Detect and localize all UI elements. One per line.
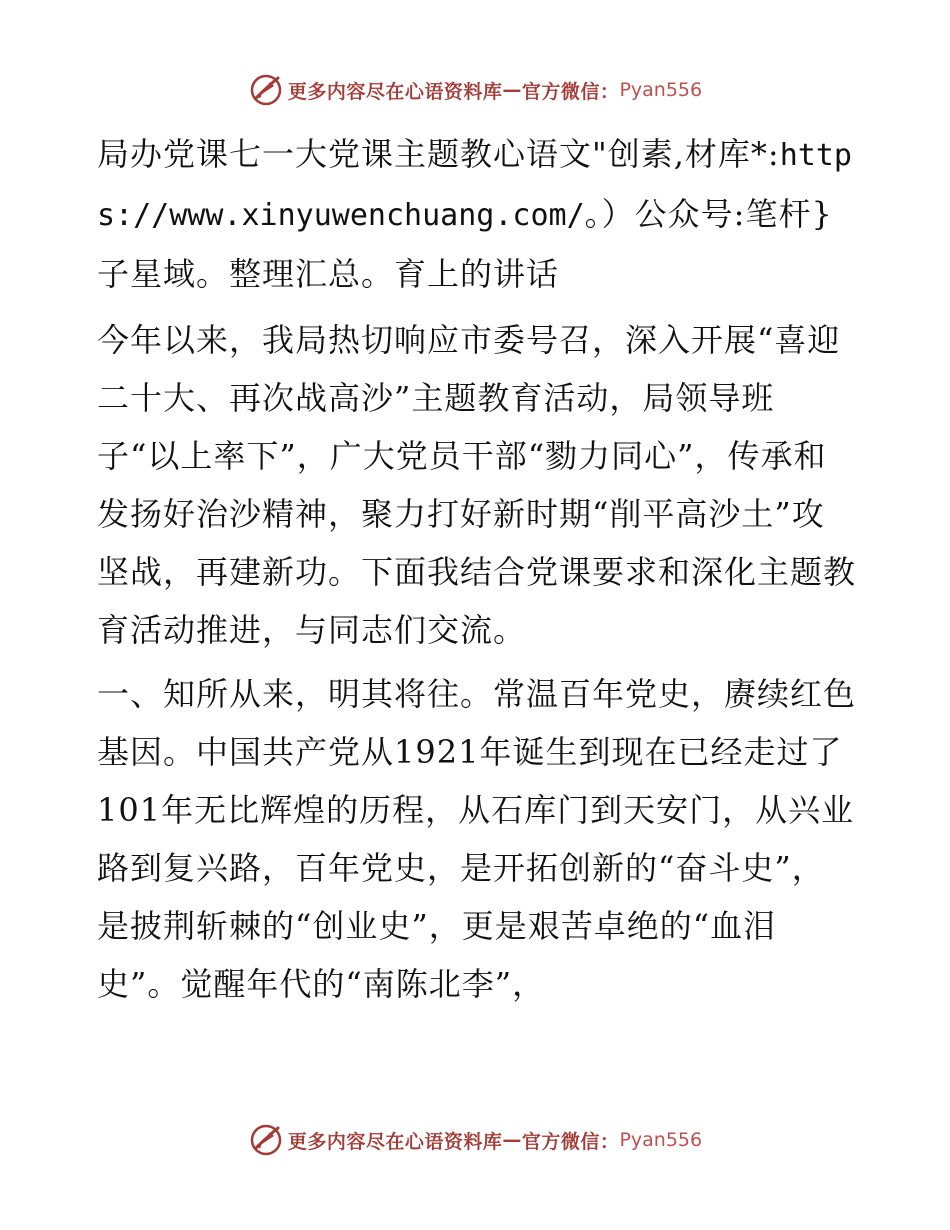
watermark-wechat-label: 官方微信： [521, 80, 620, 103]
watermark-wechat-label: 官方微信： [521, 1130, 620, 1153]
watermark-text: 更多内容尽在心语资料库 [287, 80, 503, 103]
document-title [97, 125, 857, 303]
watermark-text: 更多内容尽在心语资料库 [287, 1130, 503, 1153]
title-text-part1: 局办党课七一大党课主题教心语文"创素,材库*: [97, 135, 780, 173]
paragraph-intro: 今年以来，我局热切响应市委号召，深入开展“喜迎二十大、再次战高沙”主题教育活动，局领导班子“以上率下”，广大党员干部“勠力同心”，传承和发扬好治沙精神，聚力打好新时期“削平高沙土”攻坚战，再建新功。下面我结合党课要求和深化主题教育活动推进，与同志们交流。 [97, 321, 857, 649]
watermark-wechat-id: Pyan556 [619, 1129, 703, 1151]
footer-watermark [0, 1120, 950, 1160]
pen-logo-icon [248, 1122, 284, 1158]
pen-logo-icon [248, 72, 284, 108]
header-watermark [0, 70, 950, 110]
watermark-separator: — [502, 1129, 522, 1151]
title-text-part2: 。）公众号:笔杆}子星域。整理汇总。育上的讲话 [97, 195, 833, 293]
watermark-wechat-id: Pyan556 [619, 79, 703, 101]
title-url: https://www.xinyuwenchuang.com/ [97, 138, 852, 233]
document-body [97, 125, 857, 1019]
watermark-separator: — [502, 79, 522, 101]
paragraph-section-one: 一、知所从来，明其将往。常温百年党史，赓续红色基因。中国共产党从1921年诞生到现在已经走过了101年无比辉煌的历程，从石库门到天安门，从兴业路到复兴路，百年党史，是开拓创新的“奋斗史”，是披荆斩棘的“创业史”，更是艰苦卓绝的“血泪史”。觉醒年代的“南陈北李”， [97, 675, 857, 1003]
